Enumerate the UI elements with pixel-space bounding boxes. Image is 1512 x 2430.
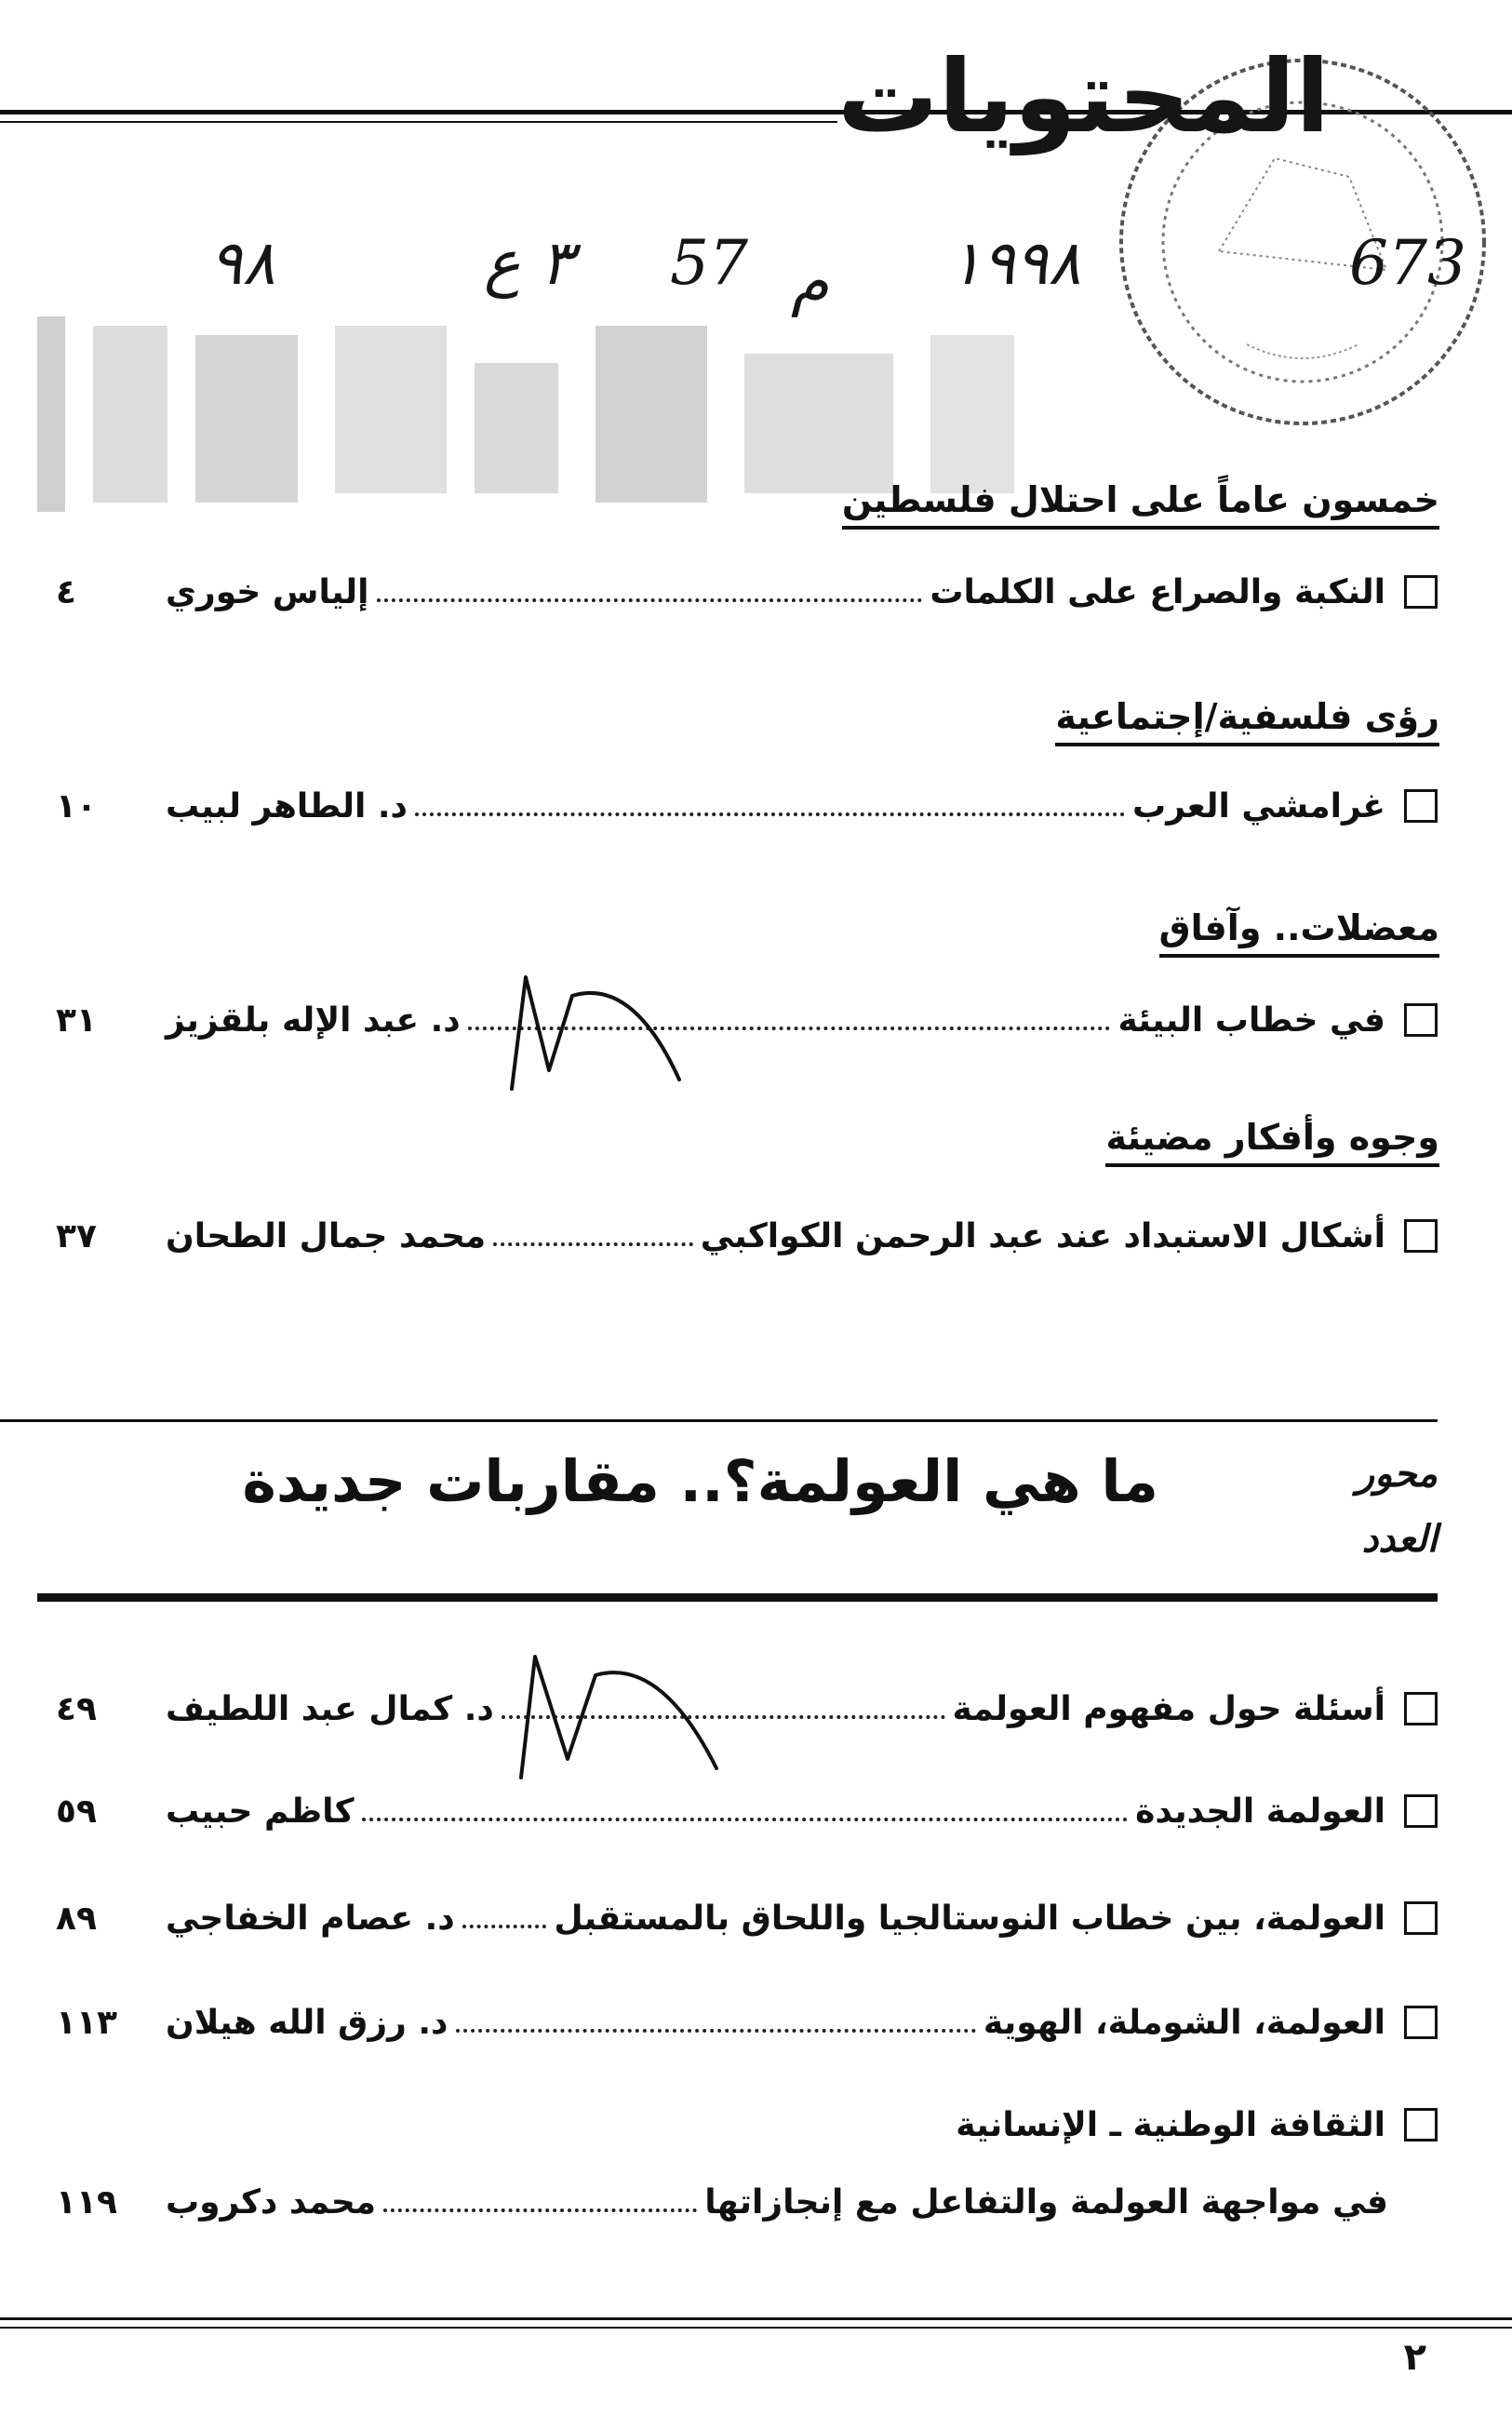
entry-author: د. عبد الإله بلقزيز <box>166 1000 461 1040</box>
handwritten-note: ١٩٩٨ <box>949 227 1081 299</box>
entry-title: الثقافة الوطنية ـ الإنسانية <box>956 2105 1385 2144</box>
checkbox-icon <box>1404 789 1438 823</box>
handwritten-note: 673 <box>1349 227 1466 299</box>
entry-title: العولمة، بين خطاب النوستالجيا واللحاق بالمستقبل <box>554 1899 1385 1938</box>
checkbox-icon <box>1404 575 1438 609</box>
dot-leader <box>362 1818 1128 1821</box>
feature-top-rule <box>0 1419 1438 1422</box>
entry-title: غرامشي العرب <box>1132 786 1385 826</box>
section-heading: معضلات.. وآفاق <box>1159 907 1439 958</box>
dot-leader <box>493 1242 693 1246</box>
bottom-rule <box>0 2317 1512 2320</box>
handwritten-note: م <box>791 246 829 317</box>
handwritten-note: ٣ ع <box>484 227 573 299</box>
feature-bottom-rule <box>37 1593 1438 1602</box>
section-heading: رؤى فلسفية/إجتماعية <box>1055 696 1439 746</box>
dot-leader <box>377 598 923 602</box>
section-heading: وجوه وأفكار مضيئة <box>1105 1117 1439 1167</box>
entry-title: النكبة والصراع على الكلمات <box>930 572 1385 611</box>
entry-page: ٤ <box>56 572 76 611</box>
entry-page: ١١٩ <box>56 2182 117 2222</box>
toc-entry[interactable] <box>56 1892 1438 1944</box>
toc-entry[interactable] <box>56 1996 1438 2048</box>
checkbox-icon <box>1404 2108 1438 2141</box>
entry-author: إلياس خوري <box>166 572 369 611</box>
entry-page: ٣٧ <box>56 1216 97 1255</box>
checkbox-icon <box>1404 1692 1438 1725</box>
feature-title: ما هي العولمة؟.. مقاربات جديدة <box>242 1447 1158 1515</box>
entry-page: ٣١ <box>56 1000 97 1040</box>
handwritten-note: ٩٨ <box>209 227 275 299</box>
checkbox-icon <box>1404 1794 1438 1828</box>
checkbox-icon <box>1404 1219 1438 1253</box>
dot-leader <box>415 812 1125 816</box>
entry-page: ٥٩ <box>56 1792 97 1831</box>
handwritten-mark <box>493 1638 735 1787</box>
entry-title: أسئلة حول مفهوم العولمة <box>952 1689 1385 1728</box>
entry-author: د. كمال عبد اللطيف <box>166 1689 494 1728</box>
entry-author: محمد جمال الطحان <box>166 1216 487 1255</box>
entry-author: د. الطاهر لبيب <box>166 786 408 826</box>
entry-subtitle: في مواجهة العولمة والتفاعل مع إنجازاتها <box>704 2182 1388 2222</box>
dot-leader <box>462 1925 547 1928</box>
entry-title: أشكال الاستبداد عند عبد الرحمن الكواكبي <box>700 1216 1385 1255</box>
dot-leader <box>456 2029 976 2033</box>
toc-entry[interactable] <box>56 780 1438 832</box>
toc-entry[interactable] <box>56 1785 1438 1837</box>
entry-author: كاظم حبيب <box>166 1792 355 1831</box>
entry-page: ٨٩ <box>56 1899 97 1938</box>
toc-entry[interactable] <box>56 566 1438 618</box>
feature-label: العدد <box>1361 1517 1438 1561</box>
entry-author: د. عصام الخفاجي <box>166 1899 455 1938</box>
checkbox-icon <box>1404 1901 1438 1935</box>
entry-page: ٤٩ <box>56 1689 97 1728</box>
dot-leader <box>383 2208 697 2212</box>
bottom-rule-thin <box>0 2327 1512 2329</box>
entry-title: العولمة، الشوملة، الهوية <box>983 2003 1385 2042</box>
entry-author: د. رزق الله هيلان <box>166 2003 448 2042</box>
top-rule-thin <box>0 121 837 123</box>
checkbox-icon <box>1404 1003 1438 1037</box>
entry-title: في خطاب البيئة <box>1117 1000 1385 1040</box>
handwritten-note: 57 <box>670 227 748 299</box>
toc-entry[interactable] <box>56 2099 1438 2151</box>
feature-label: محور <box>1356 1452 1438 1496</box>
checkbox-icon <box>1404 2006 1438 2039</box>
page-title: المحتويات <box>837 39 1331 155</box>
entry-title: العولمة الجديدة <box>1135 1792 1385 1831</box>
entry-page: ١٠ <box>56 786 97 826</box>
toc-entry-continued[interactable] <box>56 2176 1438 2228</box>
handwritten-mark <box>484 959 698 1098</box>
entry-author: محمد دكروب <box>166 2182 377 2222</box>
entry-page: ١١٣ <box>56 2003 117 2042</box>
toc-entry[interactable] <box>56 994 1438 1046</box>
page-number: ٢ <box>1403 2336 1426 2379</box>
toc-entry[interactable] <box>56 1210 1438 1262</box>
toc-entry[interactable] <box>56 1683 1438 1735</box>
section-heading: خمسون عاماً على احتلال فلسطين <box>842 479 1439 530</box>
